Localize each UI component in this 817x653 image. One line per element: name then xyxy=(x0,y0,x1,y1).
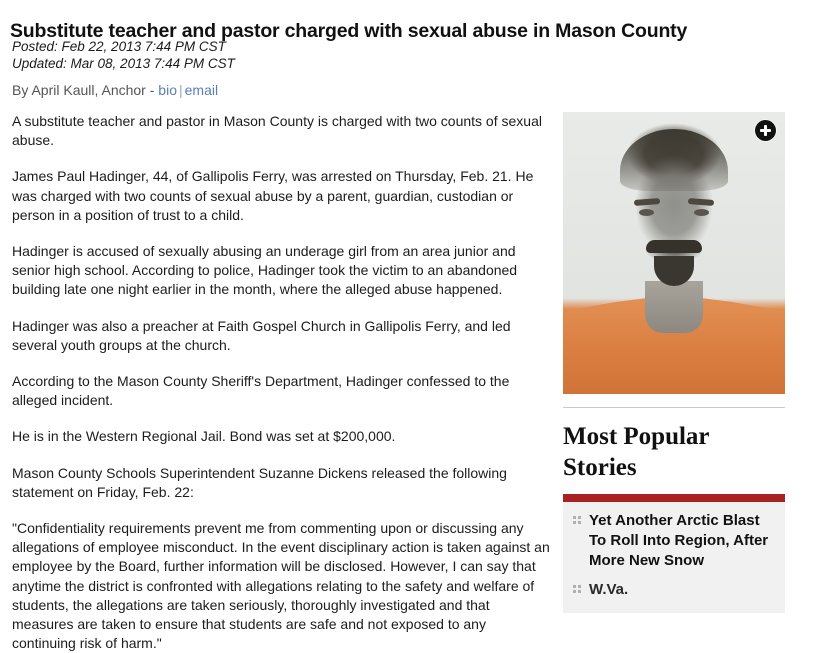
article-paragraph: A substitute teacher and pastor in Mason County is charged with two counts of sexual abuse. xyxy=(12,113,542,149)
list-item-label: W.Va. xyxy=(589,581,629,598)
plus-expand-icon[interactable] xyxy=(755,120,776,141)
list-item-label: Yet Another Arctic Blast To Roll Into Region, After More New Snow xyxy=(589,512,769,569)
photo-eye-right xyxy=(694,209,709,216)
photo-hair xyxy=(620,129,728,191)
photo-neck xyxy=(645,281,703,333)
photo-mustache xyxy=(646,240,702,253)
byline-separator: | xyxy=(178,82,183,98)
sidebar-divider xyxy=(563,407,785,408)
byline xyxy=(12,81,218,99)
article-paragraph: Hadinger was also a preacher at Faith Gospel Church in Gallipolis Ferry, and led several youth groups at the church. xyxy=(12,317,511,353)
article-paragraph: According to the Mason County Sheriff's Department, Hadinger confessed to the alleged incident. xyxy=(12,373,510,409)
byline-email-link[interactable]: email xyxy=(184,82,219,98)
byline-bio-link[interactable]: bio xyxy=(158,82,177,98)
article-paragraph: He is in the Western Regional Jail. Bond was set at $200,000. xyxy=(12,428,396,445)
most-popular-list xyxy=(563,502,785,613)
sidebar xyxy=(563,112,803,613)
photo-eye-left xyxy=(639,209,654,216)
four-dots-icon xyxy=(573,585,582,594)
photo-brow-left xyxy=(634,199,660,207)
article-paragraph: Mason County Schools Superintendent Suzanne Dickens released the following statement on Friday, Feb. 22: xyxy=(12,464,507,500)
list-item[interactable] xyxy=(563,511,785,580)
article-timestamps xyxy=(12,38,235,72)
article-paragraph: "Confidentiality requirements prevent me from commenting upon or discussing any allegations of employee misconduct. In the event disciplinary action is taken against an employee by the Board, further information will be disclosed. However, I can say that anytime the district is confronted with allegations relating to the safety and welfare of students, the allegations are taken seriously, thoroughly investigated and that measures are taken to ensure that students are safe and not exposed to any continuing risk of harm." xyxy=(12,520,550,652)
byline-author: By April Kaull, Anchor - xyxy=(12,82,155,98)
accent-bar xyxy=(563,494,785,502)
posted-timestamp: Posted: Feb 22, 2013 7:44 PM CST xyxy=(12,39,226,54)
updated-timestamp: Updated: Mar 08, 2013 7:44 PM CST xyxy=(12,56,235,71)
most-popular-heading: Most Popular Stories xyxy=(563,423,710,481)
article-paragraph: James Paul Hadinger, 44, of Gallipolis Ferry, was arrested on Thursday, Feb. 21. He was charged with two counts of sexual abuse by a parent, guardian, custodian or person in a position of trust to a child. xyxy=(12,168,534,223)
article-paragraph: Hadinger is accused of sexually abusing an underage girl from an area junior and senior high school. According to police, Hadinger took the victim to an abandoned building late one night earlier in the month, where the alleged abuse happened. xyxy=(12,243,518,298)
mugshot-image xyxy=(563,112,785,394)
article-body xyxy=(12,112,552,653)
article-photo xyxy=(563,112,785,394)
four-dots-icon xyxy=(573,516,582,525)
photo-brow-right xyxy=(688,199,714,207)
page-title: Substitute teacher and pastor charged with sexual abuse in Mason County xyxy=(10,20,688,43)
list-item[interactable] xyxy=(563,580,785,609)
